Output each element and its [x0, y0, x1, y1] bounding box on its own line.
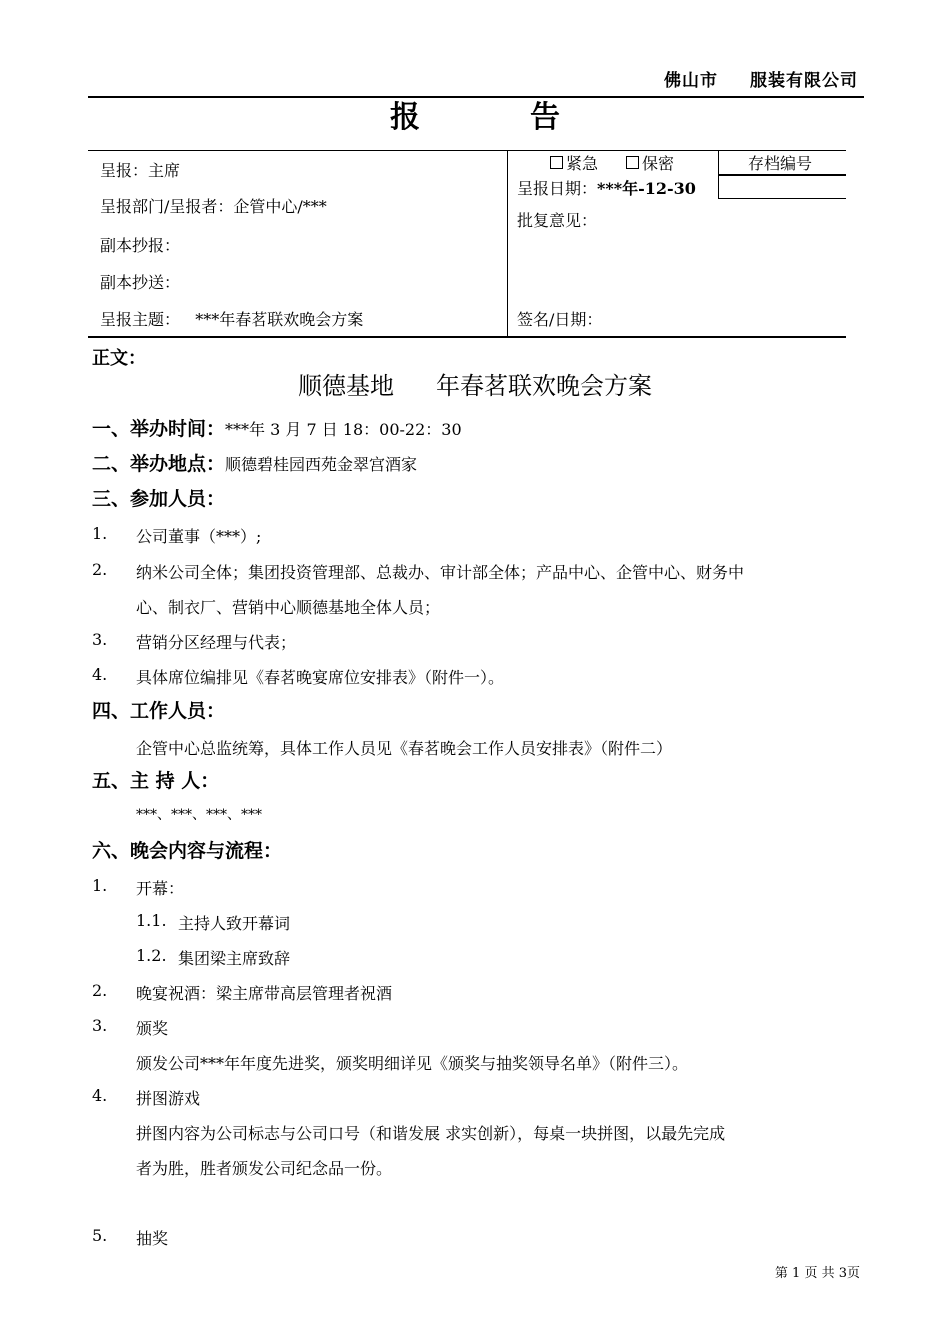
form-subject — [100, 307, 363, 330]
company-city: 佛山市 — [664, 71, 718, 91]
secret-checkbox[interactable] — [626, 151, 674, 174]
date-label: 呈报日期： — [517, 179, 598, 198]
form-opinion: 批复意见： — [517, 211, 598, 230]
list-item: 开幕： — [136, 879, 185, 898]
form-to: 呈报：主席 — [100, 161, 181, 180]
date-value: ***年-12-30 — [597, 179, 696, 198]
urgent-checkbox[interactable] — [550, 151, 598, 174]
sublist-item: 集团梁主席致辞 — [178, 949, 291, 968]
section-label: 一、举办时间： — [92, 418, 226, 440]
list-number: 4. — [92, 1086, 108, 1105]
sublist-number: 1.1. — [136, 911, 167, 930]
list-item: 抽奖 — [136, 1229, 169, 1248]
subject-value: ***年春茗联欢晚会方案 — [195, 310, 364, 329]
section-text: ***年 3 月 7 日 18：00-22：30 — [225, 420, 462, 439]
form-sign: 签名/日期： — [517, 310, 603, 329]
list-number: 1. — [92, 524, 108, 543]
archive-label: 存档编号 — [748, 154, 813, 173]
form-cc1: 副本抄报： — [100, 236, 181, 255]
section-place — [92, 449, 417, 476]
secret-label: 保密 — [642, 154, 675, 173]
section-hosts: 五、主 持 人： — [92, 770, 220, 792]
doc-title-part1: 顺德基地 — [298, 372, 394, 400]
form-dept: 呈报部门/呈报者：企管中心/*** — [100, 197, 327, 216]
sublist-number: 1.2. — [136, 946, 167, 965]
sublist-item: 主持人致开幕词 — [178, 914, 291, 933]
form-date — [517, 176, 696, 199]
list-item: 拼图游戏 — [136, 1089, 201, 1108]
report-form — [88, 150, 846, 338]
section-attendees: 三、参加人员： — [92, 488, 226, 510]
subject-label: 呈报主题： — [100, 310, 181, 329]
company-name — [664, 66, 858, 91]
list-item: 营销分区经理与代表； — [136, 633, 297, 652]
list-item: 纳米公司全体；集团投资管理部、总裁办、审计部全体；产品中心、企管中心、财务中 — [136, 563, 745, 582]
form-cc2: 副本抄送： — [100, 273, 181, 292]
list-number: 5. — [92, 1226, 108, 1245]
section-time — [92, 414, 462, 441]
list-number: 2. — [92, 981, 108, 1000]
section-program: 六、晚会内容与流程： — [92, 840, 283, 862]
checkbox-icon — [626, 156, 639, 169]
list-item-cont: 心、制衣厂、营销中心顺德基地全体人员； — [136, 598, 441, 617]
staff-text: 企管中心总监统筹，具体工作人员见《春茗晚会工作人员安排表》（附件二） — [136, 739, 673, 758]
list-item-text: 颁发公司***年年度先进奖，颁奖明细详见《颁奖与抽奖领导名单》（附件三）。 — [136, 1054, 689, 1073]
company-suffix: 服装有限公司 — [750, 71, 858, 91]
section-text: 顺德碧桂园西苑金翠宫酒家 — [225, 455, 418, 474]
list-item-text: 拼图内容为公司标志与公司口号（和谐发展 求实创新），每桌一块拼图，以最先完成 — [136, 1124, 726, 1143]
checkbox-icon — [550, 156, 563, 169]
list-number: 3. — [92, 630, 108, 649]
section-staff: 四、工作人员： — [92, 700, 226, 722]
list-item: 具体席位编排见《春茗晚宴席位安排表》（附件一）。 — [136, 668, 505, 687]
list-number: 4. — [92, 665, 108, 684]
urgent-label: 紧急 — [566, 154, 599, 173]
doc-title — [0, 366, 950, 401]
list-number: 2. — [92, 560, 108, 579]
hosts-text: ***、***、***、*** — [136, 807, 262, 823]
list-item: 晚宴祝酒：梁主席带高层管理者祝酒 — [136, 984, 393, 1003]
doc-title-part2: 年春茗联欢晚会方案 — [436, 372, 652, 400]
list-number: 3. — [92, 1016, 108, 1035]
list-number: 1. — [92, 876, 108, 895]
zhengwen-label: 正文： — [92, 348, 146, 369]
list-item-text: 者为胜，胜者颁发公司纪念品一份。 — [136, 1159, 393, 1178]
section-label: 二、举办地点： — [92, 453, 226, 475]
page-number: 第 1 页 共 3页 — [774, 1266, 860, 1281]
list-item: 颁奖 — [136, 1019, 169, 1038]
report-title: 报告 — [390, 100, 670, 135]
list-item: 公司董事（***）; — [136, 527, 262, 546]
